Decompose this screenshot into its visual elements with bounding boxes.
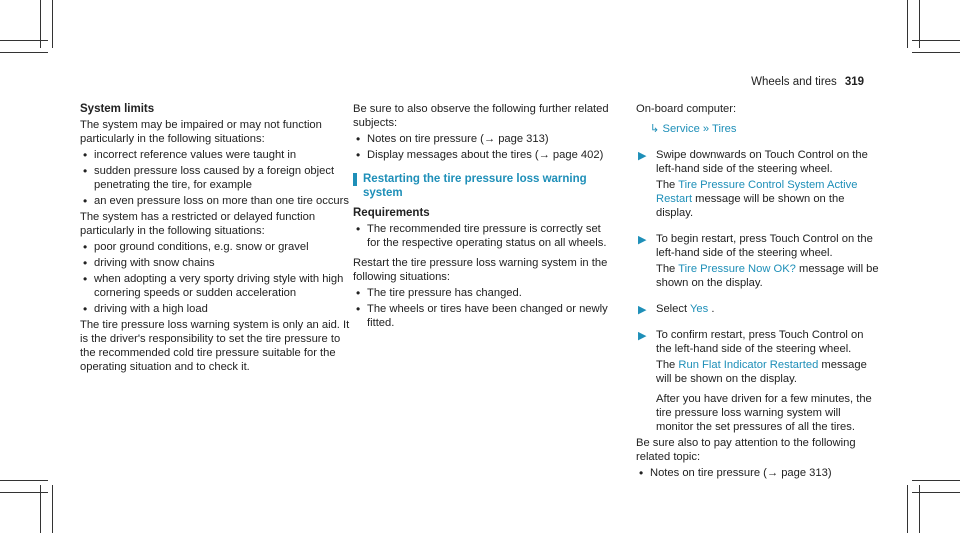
bullet-list: [353, 286, 615, 330]
text: The: [656, 179, 676, 191]
crop-mark: [907, 485, 908, 533]
step-message-line: [656, 178, 880, 220]
paragraph: On-board computer:: [636, 103, 737, 115]
text: The: [656, 359, 676, 371]
display-message: Run Flat Indicator Restarted: [678, 359, 819, 371]
step-message-line: [656, 302, 880, 316]
display-message: Tire Pressure Now OK?: [678, 263, 796, 275]
crop-mark: [0, 480, 48, 481]
step-4: [636, 328, 880, 434]
list-item: • The wheels or tires have been changed or newly fitted.: [353, 302, 615, 330]
bullet-list: [353, 222, 615, 250]
list-item: • The tire pressure has changed.: [353, 286, 615, 300]
bullet-list: [636, 466, 880, 480]
double-chevron-icon: »: [702, 123, 710, 135]
header-title: Wheels and tires: [751, 76, 837, 88]
text: Select: [656, 303, 688, 315]
play-triangle-icon: ▶: [638, 304, 647, 316]
list-item: • The recommended tire pressure is correctly set for the respective operating status on all wheels.: [353, 222, 615, 250]
crop-mark: [0, 40, 48, 41]
list-item: • sudden pressure loss caused by a foreign object penetrating the tire, for example: [80, 164, 350, 192]
column-3: [636, 102, 880, 482]
display-message: Tire Pressure Control System Active Restart: [656, 179, 858, 205]
bullet-list: [80, 148, 350, 208]
play-triangle-icon: ▶: [638, 150, 647, 162]
page-header: [751, 76, 864, 88]
section-title-text: Restarting the tire pressure loss warning system: [363, 173, 587, 199]
play-triangle-icon: ▶: [638, 330, 647, 342]
crop-mark: [912, 480, 960, 481]
bullet-list: [353, 132, 615, 162]
crop-mark: [912, 40, 960, 41]
section-title: [353, 172, 615, 200]
text: message will be shown on the display.: [656, 193, 845, 219]
list-item: • incorrect reference values were taught in: [80, 148, 350, 162]
step-message-line: [656, 358, 880, 386]
crop-mark: [912, 492, 960, 493]
step-2: [636, 232, 880, 290]
list-item: • Notes on tire pressure (→ page 313): [636, 466, 880, 480]
list-item: • driving with snow chains: [80, 256, 350, 270]
crop-mark: [912, 52, 960, 53]
list-item: • Notes on tire pressure (→ page 313): [353, 132, 615, 146]
step-3: [636, 302, 880, 316]
crop-mark: [52, 485, 53, 533]
crop-mark: [52, 0, 53, 48]
play-triangle-icon: ▶: [638, 234, 647, 246]
section-marker: [353, 173, 357, 186]
text: message will be shown on the display.: [656, 359, 867, 385]
display-option: Yes: [690, 303, 709, 315]
bullet-list: [80, 240, 350, 316]
paragraph: Restart the tire pressure loss warning system in the following situations:: [353, 257, 608, 283]
list-item: • Display messages about the tires (→ page 402): [353, 148, 615, 162]
paragraph: Be sure also to pay attention to the following related topic:: [636, 437, 856, 463]
step-note: After you have driven for a few minutes, the tire pressure loss warning system will monitor the set pressures of all the tires.: [656, 393, 872, 433]
column-2: [353, 102, 615, 332]
text: .: [711, 303, 715, 315]
step-text: To begin restart, press Touch Control on the left-hand side of the steering wheel.: [656, 233, 873, 259]
paragraph: The tire pressure loss warning system is only an aid. It is the driver's responsibility to set the tire pressure to the recommended cold tire pressure suitable for the operating situation and to check it.: [80, 319, 350, 373]
crop-mark: [907, 0, 908, 48]
system-limits-heading: System limits: [80, 103, 155, 115]
paragraph: Be sure to also observe the following further related subjects:: [353, 103, 609, 129]
column-1: [80, 102, 350, 374]
menu-service: Service: [662, 123, 700, 135]
text: The: [656, 263, 676, 275]
paragraph: The system may be impaired or may not function particularly in the following situations:: [80, 119, 322, 145]
menu-path: [650, 122, 880, 136]
crop-mark: [0, 52, 48, 53]
list-item: • when adopting a very sporty driving style with high cornering speeds or sudden acceleration: [80, 272, 350, 300]
menu-tires: Tires: [712, 123, 737, 135]
crop-mark: [0, 492, 48, 493]
text: message will be shown on the display.: [656, 263, 879, 289]
list-item: • driving with a high load: [80, 302, 350, 316]
step-message-line: [656, 262, 880, 290]
page-number: 319: [844, 76, 864, 88]
list-item: • an even pressure loss on more than one tire occurs: [80, 194, 350, 208]
requirements-heading: Requirements: [353, 207, 430, 219]
step-1: [636, 148, 880, 220]
paragraph: The system has a restricted or delayed function particularly in the following situations:: [80, 211, 316, 237]
corner-arrow-icon: ↳: [650, 123, 660, 135]
step-text: Swipe downwards on Touch Control on the left-hand side of the steering wheel.: [656, 149, 868, 175]
list-item: • poor ground conditions, e.g. snow or gravel: [80, 240, 350, 254]
step-text: To confirm restart, press Touch Control on the left-hand side of the steering wheel.: [656, 329, 864, 355]
